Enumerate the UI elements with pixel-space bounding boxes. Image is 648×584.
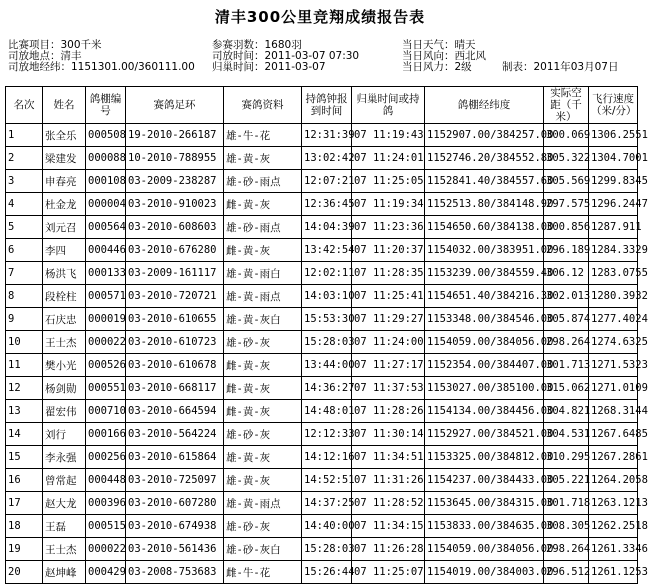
cell-pigeon-info: 雄-砂-灰 (224, 515, 302, 538)
cell-pigeon-info: 雄-砂-灰 (224, 331, 302, 354)
cell-return-time: 07 11:37:53 (352, 377, 425, 400)
cell-pigeon-info: 雄-砂-灰 (224, 423, 302, 446)
cell-clock-time: 12:31:39 (302, 124, 352, 147)
cell-loft-id: 000022 (86, 538, 126, 561)
table-row (6, 170, 638, 193)
cell-name: 杜金龙 (43, 193, 86, 216)
header-coordinates: 鸽棚经纬度 (425, 87, 544, 124)
cell-loft-id: 000166 (86, 423, 126, 446)
header-clock-time: 持鸽钟报到时间 (302, 87, 352, 124)
cell-coordinates: 1154237.00/384433.00 (425, 469, 544, 492)
cell-return-time: 07 11:24:00 (352, 331, 425, 354)
cell-rank: 10 (6, 331, 43, 354)
cell-return-time: 07 11:31:26 (352, 469, 425, 492)
cell-return-time: 07 11:28:52 (352, 492, 425, 515)
cell-ring: 03-2010-610723 (126, 331, 224, 354)
cell-distance: 300.069 (544, 124, 589, 147)
cell-distance: 301.713 (544, 354, 589, 377)
table-row (6, 538, 638, 561)
cell-clock-time: 15:53:30 (302, 308, 352, 331)
cell-clock-time: 15:28:03 (302, 538, 352, 561)
cell-name: 杨剑勋 (43, 377, 86, 400)
cell-speed: 1268.3144 (589, 400, 638, 423)
header-ring: 赛鸽足环 (126, 87, 224, 124)
cell-rank: 2 (6, 147, 43, 170)
cell-speed: 1263.1213 (589, 492, 638, 515)
cell-name: 赵大龙 (43, 492, 86, 515)
cell-coordinates: 1152354.00/384407.00 (425, 354, 544, 377)
cell-distance: 315.062 (544, 377, 589, 400)
cell-coordinates: 1152927.00/384521.00 (425, 423, 544, 446)
cell-name: 樊小光 (43, 354, 86, 377)
cell-ring: 03-2010-676280 (126, 239, 224, 262)
cell-rank: 20 (6, 561, 43, 584)
cell-clock-time: 14:04:39 (302, 216, 352, 239)
cell-distance: 297.575 (544, 193, 589, 216)
header-info-left (8, 40, 195, 73)
cell-coordinates: 1154651.40/384216.30 (425, 285, 544, 308)
table-row (6, 377, 638, 400)
cell-ring: 03-2010-720721 (126, 285, 224, 308)
cell-loft-id: 000133 (86, 262, 126, 285)
cell-coordinates: 1153833.00/384635.00 (425, 515, 544, 538)
cell-speed: 1299.8345 (589, 170, 638, 193)
cell-loft-id: 000429 (86, 561, 126, 584)
cell-rank: 5 (6, 216, 43, 239)
cell-loft-id: 000508 (86, 124, 126, 147)
cell-distance: 298.264 (544, 331, 589, 354)
cell-rank: 8 (6, 285, 43, 308)
made-date-field: 制表：2011年03月07日 (502, 61, 619, 73)
cell-pigeon-info: 雌-黄-灰 (224, 239, 302, 262)
table-row (6, 446, 638, 469)
cell-pigeon-info: 雄-牛-花 (224, 124, 302, 147)
cell-coordinates: 1154650.60/384138.00 (425, 216, 544, 239)
cell-pigeon-info: 雄-黄-雨点 (224, 492, 302, 515)
cell-name: 李四 (43, 239, 86, 262)
cell-loft-id: 000004 (86, 193, 126, 216)
cell-ring: 03-2010-561436 (126, 538, 224, 561)
table-row (6, 354, 638, 377)
cell-ring: 03-2010-910023 (126, 193, 224, 216)
cell-pigeon-info: 雌-黄-灰 (224, 400, 302, 423)
cell-clock-time: 15:28:03 (302, 331, 352, 354)
cell-coordinates: 1153645.00/384315.00 (425, 492, 544, 515)
cell-rank: 13 (6, 400, 43, 423)
header-info-right (402, 40, 486, 73)
header-name: 姓名 (43, 87, 86, 124)
cell-return-time: 07 11:29:27 (352, 308, 425, 331)
cell-speed: 1306.2551 (589, 124, 638, 147)
header-pigeon-info: 赛鸽资料 (224, 87, 302, 124)
table-row (6, 193, 638, 216)
cell-speed: 1262.2518 (589, 515, 638, 538)
cell-rank: 11 (6, 354, 43, 377)
cell-coordinates: 1154059.00/384056.00 (425, 331, 544, 354)
cell-name: 杨洪飞 (43, 262, 86, 285)
return-time-field: 归巢时间：2011-03-07 (212, 61, 326, 73)
cell-loft-id: 000448 (86, 469, 126, 492)
cell-coordinates: 1154134.00/384456.00 (425, 400, 544, 423)
cell-distance: 301.718 (544, 492, 589, 515)
cell-speed: 1283.0755 (589, 262, 638, 285)
cell-pigeon-info: 雌-牛-花 (224, 561, 302, 584)
report-title: 清丰300公里竞翔成绩报告表 (214, 8, 426, 26)
cell-speed: 1304.7001 (589, 147, 638, 170)
cell-ring: 19-2010-266187 (126, 124, 224, 147)
table-row (6, 308, 638, 331)
cell-pigeon-info: 雄-黄-灰白 (224, 308, 302, 331)
cell-pigeon-info: 雌-黄-灰 (224, 193, 302, 216)
release-time-field: 司放时间：2011-03-07 07:30 (212, 50, 360, 62)
cell-name: 申春亮 (43, 170, 86, 193)
cell-coordinates: 1152513.80/384148.90 (425, 193, 544, 216)
cell-rank: 18 (6, 515, 43, 538)
cell-return-time: 07 11:24:01 (352, 147, 425, 170)
cell-coordinates: 1152746.20/384552.80 (425, 147, 544, 170)
cell-name: 王士杰 (43, 331, 86, 354)
cell-coordinates: 1154032.00/383951.00 (425, 239, 544, 262)
cell-distance: 296.512 (544, 561, 589, 584)
header-return-time: 归巢时间或持鸽 (352, 87, 425, 124)
cell-name: 李永强 (43, 446, 86, 469)
cell-loft-id: 000256 (86, 446, 126, 469)
cell-clock-time: 14:52:51 (302, 469, 352, 492)
header-distance: 实际空距（千米） (544, 87, 589, 124)
cell-rank: 16 (6, 469, 43, 492)
cell-clock-time: 12:02:11 (302, 262, 352, 285)
cell-loft-id: 000108 (86, 170, 126, 193)
cell-speed: 1267.2861 (589, 446, 638, 469)
cell-loft-id: 000396 (86, 492, 126, 515)
cell-ring: 10-2010-788955 (126, 147, 224, 170)
cell-distance: 308.305 (544, 515, 589, 538)
cell-rank: 4 (6, 193, 43, 216)
wind-direction-field: 当日风向：西北风 (402, 50, 486, 62)
wind-strength-field: 当日风力：2级 (402, 61, 472, 73)
cell-rank: 12 (6, 377, 43, 400)
cell-clock-time: 14:37:25 (302, 492, 352, 515)
cell-coordinates: 1154019.00/384003.00 (425, 561, 544, 584)
cell-ring: 03-2010-674938 (126, 515, 224, 538)
cell-return-time: 07 11:20:37 (352, 239, 425, 262)
cell-ring: 03-2010-610655 (126, 308, 224, 331)
cell-clock-time: 13:02:42 (302, 147, 352, 170)
table-row (6, 216, 638, 239)
cell-return-time: 07 11:25:07 (352, 561, 425, 584)
cell-name: 刘元召 (43, 216, 86, 239)
cell-distance: 304.821 (544, 400, 589, 423)
cell-loft-id: 000446 (86, 239, 126, 262)
cell-name: 赵坤峰 (43, 561, 86, 584)
cell-speed: 1264.2058 (589, 469, 638, 492)
header-loft-id: 鸽棚编号 (86, 87, 126, 124)
cell-rank: 6 (6, 239, 43, 262)
table-row (6, 423, 638, 446)
cell-distance: 296.189 (544, 239, 589, 262)
cell-distance: 306.12 (544, 262, 589, 285)
cell-clock-time: 12:36:45 (302, 193, 352, 216)
cell-return-time: 07 11:19:43 (352, 124, 425, 147)
cell-coordinates: 1153348.00/384546.00 (425, 308, 544, 331)
cell-loft-id: 000022 (86, 331, 126, 354)
cell-speed: 1284.3329 (589, 239, 638, 262)
table-row (6, 285, 638, 308)
event-field: 比赛项目：300千米 (8, 39, 102, 51)
cell-rank: 19 (6, 538, 43, 561)
table-row (6, 147, 638, 170)
cell-distance: 305.322 (544, 147, 589, 170)
table-body (6, 124, 648, 584)
cell-loft-id: 000551 (86, 377, 126, 400)
cell-return-time: 07 11:30:14 (352, 423, 425, 446)
cell-pigeon-info: 雄-砂-灰白 (224, 538, 302, 561)
cell-speed: 1296.2447 (589, 193, 638, 216)
cell-name: 段栓柱 (43, 285, 86, 308)
cell-loft-id: 000564 (86, 216, 126, 239)
cell-rank: 1 (6, 124, 43, 147)
cell-clock-time: 14:40:00 (302, 515, 352, 538)
cell-ring: 03-2010-610678 (126, 354, 224, 377)
cell-rank: 3 (6, 170, 43, 193)
cell-clock-time: 13:42:54 (302, 239, 352, 262)
cell-speed: 1271.5323 (589, 354, 638, 377)
cell-loft-id: 000526 (86, 354, 126, 377)
cell-distance: 305.221 (544, 469, 589, 492)
cell-distance: 310.295 (544, 446, 589, 469)
cell-clock-time: 14:12:16 (302, 446, 352, 469)
table-row (6, 492, 638, 515)
cell-pigeon-info: 雄-黄-灰 (224, 147, 302, 170)
cell-return-time: 07 11:25:05 (352, 170, 425, 193)
cell-name: 张全乐 (43, 124, 86, 147)
cell-clock-time: 14:48:01 (302, 400, 352, 423)
cell-return-time: 07 11:28:35 (352, 262, 425, 285)
cell-ring: 03-2010-664594 (126, 400, 224, 423)
release-coordinates-field: 司放地经纬：1151301.00/360111.00 (8, 61, 195, 73)
cell-ring: 03-2010-564224 (126, 423, 224, 446)
cell-speed: 1287.911 (589, 216, 638, 239)
cell-return-time: 07 11:26:28 (352, 538, 425, 561)
cell-return-time: 07 11:27:17 (352, 354, 425, 377)
cell-distance: 304.531 (544, 423, 589, 446)
cell-coordinates: 1154059.00/384056.00 (425, 538, 544, 561)
cell-clock-time: 13:44:00 (302, 354, 352, 377)
cell-ring: 03-2010-608603 (126, 216, 224, 239)
table-row (6, 331, 638, 354)
cell-coordinates: 1153027.00/385100.00 (425, 377, 544, 400)
cell-coordinates: 1153239.00/384559.40 (425, 262, 544, 285)
cell-rank: 9 (6, 308, 43, 331)
cell-speed: 1267.6485 (589, 423, 638, 446)
cell-rank: 14 (6, 423, 43, 446)
cell-speed: 1274.6325 (589, 331, 638, 354)
cell-ring: 03-2010-615864 (126, 446, 224, 469)
cell-name: 梁建发 (43, 147, 86, 170)
cell-pigeon-info: 雄-砂-雨点 (224, 216, 302, 239)
cell-distance: 300.856 (544, 216, 589, 239)
cell-return-time: 07 11:34:15 (352, 515, 425, 538)
cell-loft-id: 000088 (86, 147, 126, 170)
cell-name: 王士杰 (43, 538, 86, 561)
header-rank: 名次 (6, 87, 43, 124)
cell-loft-id: 000019 (86, 308, 126, 331)
cell-speed: 1261.3346 (589, 538, 638, 561)
cell-name: 翟宏伟 (43, 400, 86, 423)
cell-rank: 7 (6, 262, 43, 285)
cell-pigeon-info: 雄-黄-灰 (224, 446, 302, 469)
cell-name: 石庆忠 (43, 308, 86, 331)
cell-ring: 03-2010-725097 (126, 469, 224, 492)
cell-pigeon-info: 雌-黄-灰 (224, 377, 302, 400)
cell-return-time: 07 11:34:51 (352, 446, 425, 469)
table-row (6, 561, 638, 584)
cell-clock-time: 14:36:27 (302, 377, 352, 400)
cell-return-time: 07 11:28:26 (352, 400, 425, 423)
cell-return-time: 07 11:23:36 (352, 216, 425, 239)
table-header-row (6, 87, 638, 124)
table-row (6, 400, 638, 423)
cell-pigeon-info: 雄-砂-雨点 (224, 170, 302, 193)
cell-ring: 03-2010-607280 (126, 492, 224, 515)
cell-name: 刘行 (43, 423, 86, 446)
cell-distance: 302.013 (544, 285, 589, 308)
cell-return-time: 07 11:25:41 (352, 285, 425, 308)
cell-clock-time: 12:12:33 (302, 423, 352, 446)
cell-pigeon-info: 雌-黄-灰 (224, 354, 302, 377)
results-table (5, 86, 648, 584)
cell-pigeon-info: 雄-黄-雨白 (224, 262, 302, 285)
header-speed: 飞行速度（米/分） (589, 87, 638, 124)
cell-speed: 1261.1253 (589, 561, 638, 584)
table-row (6, 515, 638, 538)
table-row (6, 124, 638, 147)
table-row (6, 239, 638, 262)
cell-distance: 305.874 (544, 308, 589, 331)
header-info-middle (212, 40, 359, 73)
cell-coordinates: 1152907.00/384257.00 (425, 124, 544, 147)
cell-ring: 03-2010-668117 (126, 377, 224, 400)
cell-clock-time: 14:03:10 (302, 285, 352, 308)
cell-distance: 305.569 (544, 170, 589, 193)
cell-ring: 03-2008-753683 (126, 561, 224, 584)
cell-return-time: 07 11:19:34 (352, 193, 425, 216)
cell-coordinates: 1153325.00/384812.00 (425, 446, 544, 469)
cell-clock-time: 12:07:21 (302, 170, 352, 193)
cell-ring: 03-2009-238287 (126, 170, 224, 193)
cell-pigeon-info: 雄-黄-雨点 (224, 285, 302, 308)
cell-speed: 1277.4024 (589, 308, 638, 331)
cell-loft-id: 000515 (86, 515, 126, 538)
cell-loft-id: 000571 (86, 285, 126, 308)
cell-coordinates: 1152841.40/384557.60 (425, 170, 544, 193)
entries-count-field: 参赛羽数：1680羽 (212, 39, 302, 51)
cell-distance: 298.264 (544, 538, 589, 561)
cell-loft-id: 000710 (86, 400, 126, 423)
weather-field: 当日天气：晴天 (402, 39, 476, 51)
cell-pigeon-info: 雄-黄-灰 (224, 469, 302, 492)
table-row (6, 469, 638, 492)
release-location-field: 司放地点：清丰 (8, 50, 82, 62)
cell-ring: 03-2009-161117 (126, 262, 224, 285)
cell-speed: 1271.0109 (589, 377, 638, 400)
cell-speed: 1280.3932 (589, 285, 638, 308)
cell-rank: 15 (6, 446, 43, 469)
cell-name: 曾常起 (43, 469, 86, 492)
table-row (6, 262, 638, 285)
cell-rank: 17 (6, 492, 43, 515)
cell-clock-time: 15:26:44 (302, 561, 352, 584)
cell-name: 王磊 (43, 515, 86, 538)
